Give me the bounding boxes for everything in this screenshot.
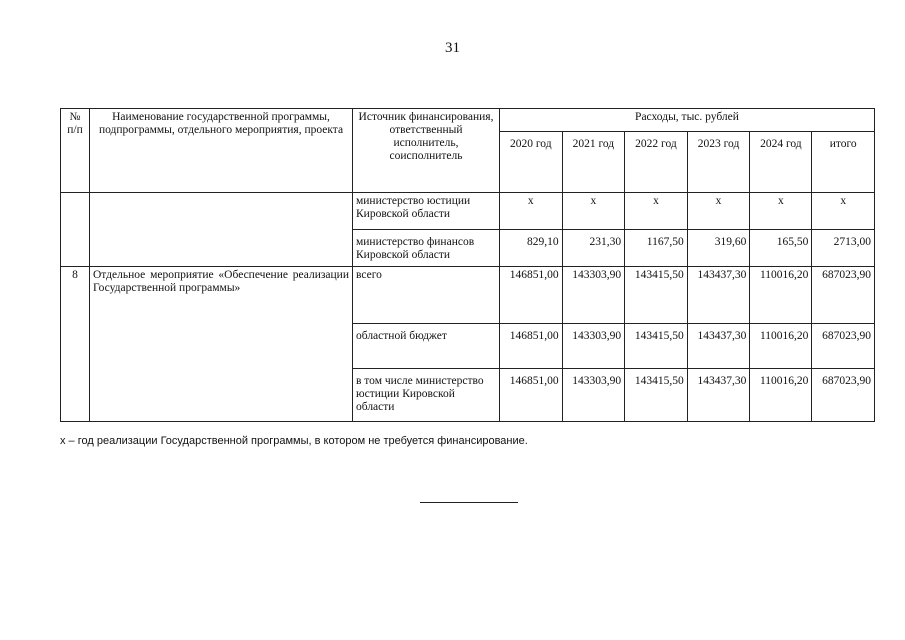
value-cell: x [687,193,750,230]
footnote: x – год реализации Государственной программы, в котором не требуется финансирование. [60,435,528,447]
row-name-cell: Отдельное мероприятие «Обеспечение реализации Государственной программы» [90,267,353,422]
expenses-table [60,108,875,422]
value-cell: x [562,193,625,230]
value-cell: 143437,30 [687,369,750,422]
end-divider [420,502,518,503]
row-source-cell: в том числе министерство юстиции Кировской области [353,369,500,422]
header-name: Наименование государственной программы, подпрограммы, отдельного мероприятия, проекта [90,109,353,193]
value-cell: 143437,30 [687,267,750,324]
row-source-cell: всего [353,267,500,324]
value-cell: 319,60 [687,230,750,267]
value-cell: x [625,193,688,230]
value-cell: 146851,00 [500,369,563,422]
value-cell: 143415,50 [625,267,688,324]
header-expenses: Расходы, тыс. рублей [500,109,875,132]
value-cell: 143303,90 [562,369,625,422]
row-source-cell: министерство юстиции Кировской области [353,193,500,230]
header-source: Источник финансирования, ответственный исполнитель, соисполнитель [353,109,500,193]
value-cell: 110016,20 [750,324,812,369]
value-cell: 143415,50 [625,369,688,422]
value-cell: 2713,00 [812,230,875,267]
table-row [61,193,875,230]
value-cell: 165,50 [750,230,812,267]
value-cell: 687023,90 [812,369,875,422]
header-year-2021: 2021 год [562,132,625,193]
header-total: итого [812,132,875,193]
value-cell: 146851,00 [500,267,563,324]
value-cell: 687023,90 [812,267,875,324]
value-cell: 143303,90 [562,324,625,369]
table-header-row [61,109,875,132]
value-cell: x [812,193,875,230]
header-num: № п/п [61,109,90,193]
page-number: 31 [445,40,460,56]
header-year-2022: 2022 год [625,132,688,193]
value-cell: 1167,50 [625,230,688,267]
table-row [61,267,875,324]
value-cell: 143415,50 [625,324,688,369]
row-source-cell: министерство финансов Кировской области [353,230,500,267]
value-cell: 231,30 [562,230,625,267]
value-cell: 146851,00 [500,324,563,369]
row-num-cell [61,193,90,267]
value-cell: x [500,193,563,230]
header-year-2024: 2024 год [750,132,812,193]
row-name-cell [90,193,353,267]
header-year-2023: 2023 год [687,132,750,193]
header-year-2020: 2020 год [500,132,563,193]
value-cell: 687023,90 [812,324,875,369]
value-cell: 829,10 [500,230,563,267]
row-source-cell: областной бюджет [353,324,500,369]
value-cell: x [750,193,812,230]
row-num-cell: 8 [61,267,90,422]
value-cell: 143437,30 [687,324,750,369]
value-cell: 143303,90 [562,267,625,324]
value-cell: 110016,20 [750,369,812,422]
value-cell: 110016,20 [750,267,812,324]
